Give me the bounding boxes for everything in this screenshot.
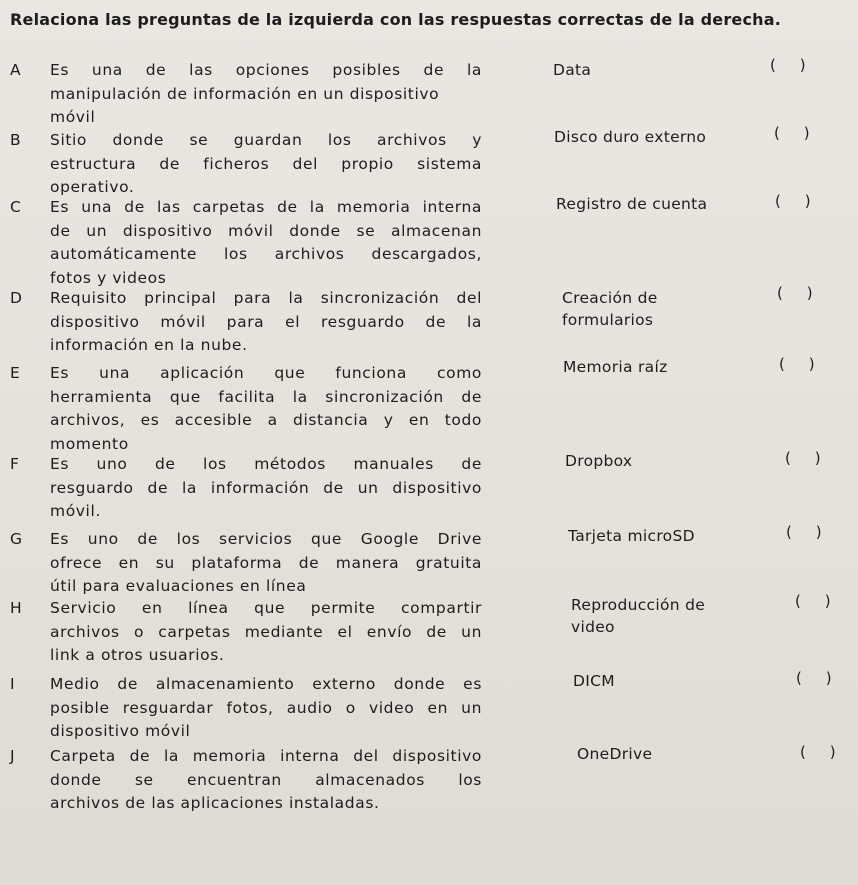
answer-option [571,594,705,638]
question-line: automáticamente los archivos descargados, [50,245,482,263]
question-line: móvil. [50,502,101,520]
question-line: posible resguardar fotos, audio o video en un [50,698,482,717]
question-g [10,528,482,599]
question-letter: D [10,289,23,307]
question-line: Servicio en línea que permite compartir [50,599,482,617]
answer-blank[interactable]: ( ) [800,743,836,761]
question-a [10,59,482,130]
question-d [10,287,482,358]
question-f [10,453,482,524]
question-line: archivos o carpetas mediante el envío de un [50,622,482,641]
question-line: fotos y videos [50,268,167,287]
question-letter: B [10,131,22,149]
question-line: dispositivo móvil [50,722,191,740]
answer-option [562,287,658,331]
question-letter: H [10,599,23,617]
question-line: herramienta que facilita la sincronización de [50,387,482,406]
question-line: Es una aplicación que funciona como [50,364,482,382]
answer-blank[interactable]: ( ) [770,56,806,74]
answer-label: Memoria raíz [563,358,668,376]
answer-label: DICM [573,672,615,690]
answer-option [563,356,668,378]
answer-blank[interactable]: ( ) [786,523,822,541]
question-line: Medio de almacenamiento externo donde es [50,675,482,693]
question-letter: I [10,675,16,693]
question-line: Es una de las carpetas de la memoria interna [50,198,482,216]
answer-blank[interactable]: ( ) [785,449,821,467]
question-line: estructura de ficheros del propio sistema [50,154,482,173]
question-letter: J [10,747,16,765]
question-line: link a otros usuarios. [50,646,225,664]
question-line: manipulación de información en un dispositivo [50,84,440,103]
answer-option [577,743,652,765]
answer-label: Disco duro externo [554,128,707,146]
question-line: de un dispositivo móvil donde se almacenan [50,221,482,240]
question-line: útil para evaluaciones en línea [50,577,307,595]
question-letter: A [10,61,22,79]
answer-label: Reproducción de [571,596,706,614]
question-b [10,129,482,200]
question-letter: F [10,455,20,473]
question-line: información en la nube. [50,336,248,354]
question-line: dispositivo móvil para el resguardo de la [50,312,482,331]
answer-label: Dropbox [565,452,633,470]
question-line: donde se encuentran almacenados los [50,770,482,789]
answer-option [556,193,707,215]
answer-label: video [571,618,615,636]
answer-blank[interactable]: ( ) [796,669,832,687]
answer-option [565,450,632,472]
question-line: Es uno de los métodos manuales de [50,455,482,473]
question-line: Es uno de los servicios que Google Drive [50,530,482,548]
question-letter: E [10,364,21,382]
question-line: móvil [50,108,96,126]
question-j [10,745,482,816]
question-line: momento [50,434,129,453]
question-letter: C [10,198,22,216]
answer-label: Registro de cuenta [556,195,708,213]
answer-option [553,59,591,81]
question-line: Requisito principal para la sincronización del [50,289,482,307]
question-e [10,362,482,456]
question-line: Es una de las opciones posibles de la [50,61,482,79]
answer-option [573,670,615,692]
answer-label: OneDrive [577,745,653,763]
answer-label: Tarjeta microSD [568,527,695,545]
question-line: archivos, es accesible a distancia y en todo [50,411,482,429]
answer-blank[interactable]: ( ) [774,124,810,142]
answer-option [568,525,695,547]
question-line: resguardo de la información de un dispositivo [50,478,482,497]
answer-label: Creación de [562,289,658,307]
answer-option [554,126,706,148]
answer-label: Data [553,61,592,79]
question-i [10,673,482,744]
question-letter: G [10,530,23,548]
question-line: operativo. [50,178,135,196]
answer-blank[interactable]: ( ) [775,192,811,210]
question-line: Sitio donde se guardan los archivos y [50,131,482,149]
question-line: ofrece en su plataforma de manera gratuita [50,553,482,572]
question-c [10,196,482,290]
answer-blank[interactable]: ( ) [795,592,831,610]
question-line: Carpeta de la memoria interna del dispositivo [50,747,482,765]
instruction-heading: Relaciona las preguntas de la izquierda con las respuestas correctas de la derecha. [10,10,782,29]
answer-label: formularios [562,311,654,329]
answer-blank[interactable]: ( ) [779,355,815,373]
question-h [10,597,482,668]
answer-blank[interactable]: ( ) [777,284,813,302]
question-line: archivos de las aplicaciones instaladas. [50,794,380,812]
